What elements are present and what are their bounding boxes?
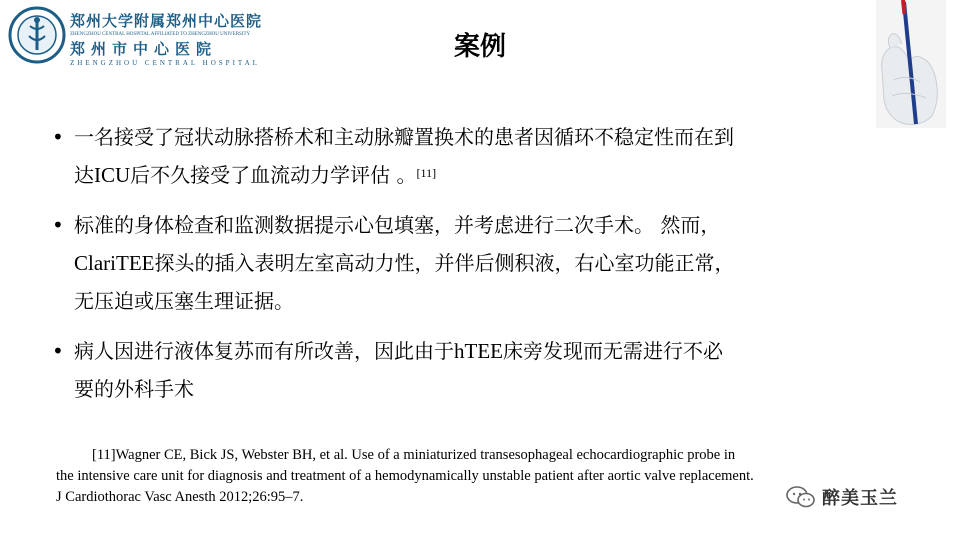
logo-chinese-short-name: 郑州市中心医院 (70, 40, 218, 58)
bullet-3-pre: 病人因进行液体复苏而有所改善，因此由于 (74, 339, 454, 363)
bullet-3-post: 床旁发现而无需进行不必 (502, 339, 723, 363)
wechat-watermark (786, 484, 898, 510)
bullet-1-citation: [11] (416, 166, 437, 180)
bullet-3-line2: 要的外科手术 (74, 377, 194, 401)
wechat-icon (786, 486, 816, 508)
reference-line-2: the intensive care unit for diagnosis and treatment of a hemodynamically unstable patient after aortic valve replacement. (56, 468, 754, 484)
bullet-1-latin: ICU (94, 163, 131, 187)
bullet-3-latin: hTEE (454, 339, 503, 363)
reference-line-1: [11]Wagner CE, Bick JS, Webster BH, et al. Use of a miniaturized transesophageal echocardiographic probe in (92, 447, 736, 463)
bullet-dot: • (52, 339, 64, 363)
bullet-2-line1: 标准的身体检查和监测数据提示心包填塞，并考虑进行二次手术。 然而， (74, 213, 721, 237)
bullet-1-line1: 一名接受了冠状动脉搭桥术和主动脉瓣置换术的患者因循环不稳定性而在到 (74, 125, 734, 149)
reference-line-3: J Cardiothorac Vasc Anesth 2012;26:95–7. (56, 489, 304, 505)
bullet-2-line3: 无压迫或压塞生理证据。 (74, 289, 294, 313)
bullet-dot: • (52, 125, 64, 149)
tee-probe-image (876, 0, 946, 128)
bullet-list (52, 118, 882, 420)
bullet-1-line2-pre: 达 (74, 163, 94, 187)
logo-english-name: ZHENGZHOU CENTRAL HOSPITAL AFFILIATED TO ZHENGZHOU UNIVERSITY (70, 32, 251, 37)
bullet-item-2 (52, 206, 882, 320)
slide-title: 案例 (453, 32, 506, 62)
logo-chinese-name: 郑州大学附属郑州中心医院 (70, 12, 263, 30)
bullet-item-3 (52, 332, 882, 408)
bullet-2-line2: 探头的插入表明左室高动力性，并伴后侧积液，右心室功能正常， (154, 251, 735, 275)
bullet-item-1 (52, 118, 882, 194)
logo-english-short-name: ZHENGZHOU CENTRAL HOSPITAL (70, 59, 260, 67)
bullet-1-line2-post: 后不久接受了血流动力学评估 。 (130, 163, 417, 187)
bullet-2-latin: ClariTEE (74, 251, 155, 275)
bullet-dot: • (52, 213, 64, 237)
watermark-text: 醉美玉兰 (822, 488, 898, 509)
